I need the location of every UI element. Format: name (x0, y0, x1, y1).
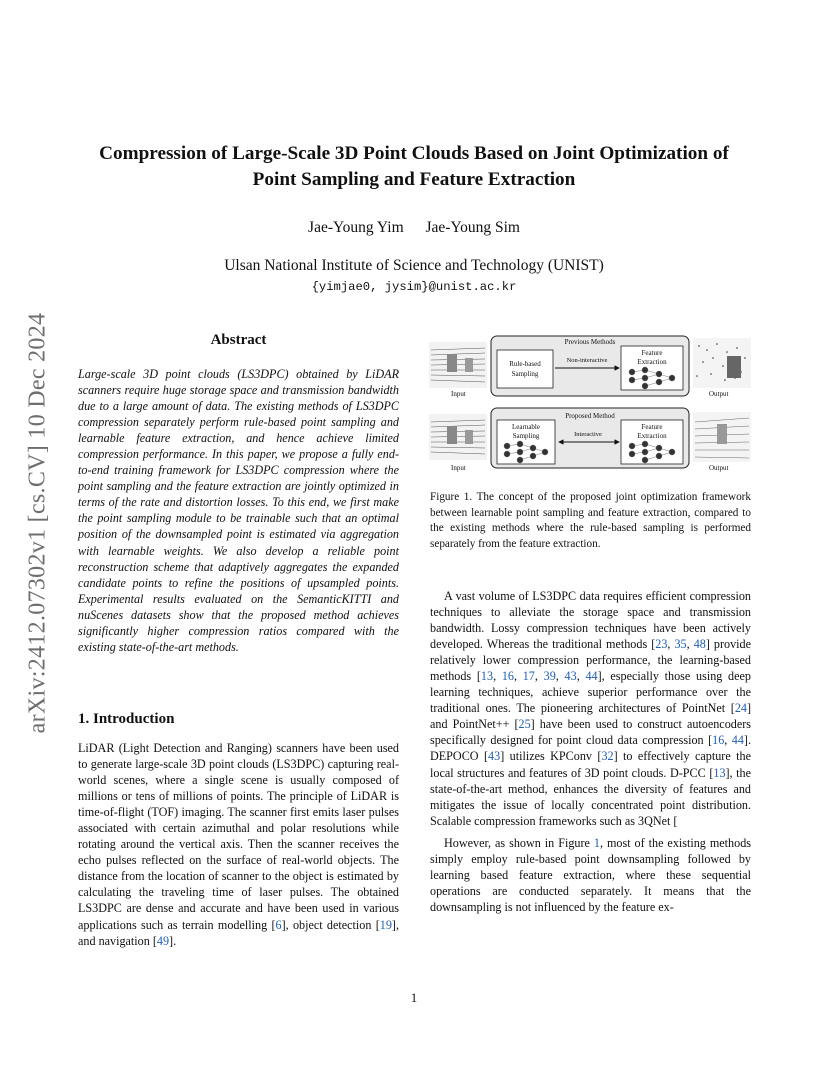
citation-link[interactable]: 19 (379, 917, 392, 932)
citation-link[interactable]: 43 (564, 669, 577, 684)
citation-link[interactable]: 32 (601, 749, 614, 764)
text-run: ], especially those using deep learning techniques, achieve superior performance over the traditional ones. The pioneering architectures of PointNet [ (430, 669, 751, 716)
output-point-cloud-top (693, 338, 751, 388)
text-run: ], and navigation [ (78, 917, 399, 948)
interactive-label: Interactive (574, 431, 602, 438)
arxiv-stamp (21, 285, 55, 760)
output-label-top: Output (709, 390, 729, 398)
input-label-top: Input (451, 390, 466, 398)
figure-1-caption: Figure 1. The concept of the proposed joint optimization framework between learnable point sampling and feature extraction, compared to the existing methods where the rule-based sampling is performed separately from the feature extraction. (430, 491, 751, 550)
citation-link[interactable]: 13 (713, 765, 726, 780)
figure-reference-link[interactable]: 1 (593, 835, 600, 850)
arxiv-stamp-text: arXiv:2412.07302v1 [cs.CV] 10 Dec 2024 (24, 312, 51, 733)
abstract-text: Large-scale 3D point clouds (LS3DPC) obtained by LiDAR scanners require huge storage space and transmission bandwidth due to a large amount of data. The existing methods of LS3DPC compression separately perform rule-based point sampling and learnable feature extraction, and hence achieve limited compression performance. In this paper, we propose a fully end-to-end training framework for LS3DPC compression where the point sampling and the feature extraction are jointly optimized in terms of the rate and distortion losses. To this end, we first make the point sampling module to be trainable such that an optimal position of the downsampled point is estimated via aggregation with learnable weights. We also develop a reliable point reconstruction scheme that adaptively aggregates the expanded candidate points to refine the positions of upsampled points. Experimental results evaluated on the SemanticKITTI and nuScenes datasets show that the proposed method achieves significantly higher compression ratios compared with the existing state-of-the-art methods. (78, 367, 399, 654)
citation-link[interactable]: 35 (674, 637, 687, 652)
paragraph-2 (430, 835, 751, 915)
text-run: , (493, 669, 502, 684)
rule-based-label-2: Sampling (511, 370, 539, 378)
page-number: 1 (410, 990, 418, 1005)
citation-link[interactable]: 39 (543, 669, 556, 684)
text-run: , (576, 669, 586, 684)
citation-link[interactable]: 24 (734, 701, 747, 716)
citation-link[interactable]: 49 (156, 933, 170, 948)
text-run: ], object detection [ (281, 917, 380, 932)
figure-1 (427, 332, 753, 478)
citation-link[interactable]: 25 (518, 717, 531, 732)
affiliation: Ulsan National Institute of Science and Technology (UNIST) (224, 257, 604, 274)
author-1: Jae-Young Yim (308, 219, 404, 236)
text-run: , (686, 637, 694, 652)
text-run: ], the state-of-the-art method, enhances the diversity of features and mitigates the issue of locally concentrated point distribution. Scalable compression frameworks such as 3QNet [ (430, 765, 752, 828)
feature-label-bottom-2: Extraction (637, 432, 667, 440)
citation-link[interactable]: 17 (522, 669, 535, 684)
text-run: ] to effectively capture the local structures and features of 3D point clouds. D-PCC [ (430, 749, 751, 780)
citation-link[interactable]: 16 (712, 733, 725, 748)
right-column-text (430, 588, 751, 915)
text-run: ] utilizes KPConv [ (500, 749, 602, 764)
section-heading-introduction: 1. Introduction (78, 711, 175, 727)
feature-label-top-1: Feature (641, 349, 663, 357)
citation-link[interactable]: 44 (585, 669, 598, 684)
text-run: , most of the existing methods simply employ rule-based point downsampling followed by learning based feature extraction, where these sequential operations are conducted separately. It means that the downsampling is not influenced by the feature ex- (430, 835, 751, 914)
figure-1-diagram (427, 332, 753, 478)
citation-link[interactable]: 13 (480, 669, 494, 684)
text-run: , (667, 637, 675, 652)
learnable-label-1: Learnable (512, 423, 540, 431)
text-run: LiDAR (Light Detection and Ranging) scanners have been used to generate large-scale 3D point clouds (LS3DPC) capturing real-world scenes, where a single scene is usually composed of millions or tens of millions of points. The principle of LiDAR is time-of-flight (TOF) imaging. The scanner first emits laser pulses associated with certain azimuthal and polar resolutions while rotating around the vertical axis. Then the scanner receives the echo pulses reflected on the surface of real-world objects. The distance from the location of scanner to the object is estimated by calculating the traveling time of laser pulses. The obtained LS3DPC are dense and accurate and have been used in various applications such as terrain modelling [ (78, 741, 399, 932)
text-run: ] and PointNet++ [ (430, 701, 751, 732)
text-run: However, as shown in Figure (444, 835, 594, 850)
author-list (80, 219, 748, 237)
text-run: A vast volume of LS3DPC data requires efficient compression techniques to alleviate the storage space and transmission bandwidth. Lossy compression techniques have been actively developed. Whereas the traditional methods [ (430, 589, 751, 652)
citation-link[interactable]: 6 (275, 917, 282, 932)
text-run: ] have been used to construct autoencoders specifically designed for point cloud data compression [ (430, 717, 751, 748)
citation-link[interactable]: 23 (655, 637, 668, 652)
rule-based-sampling-box (497, 350, 553, 388)
intro-paragraph (78, 740, 399, 949)
citation-link[interactable]: 48 (693, 637, 706, 652)
feature-label-top-2: Extraction (637, 358, 667, 366)
text-run: , (724, 733, 732, 748)
output-label-bottom: Output (709, 464, 729, 472)
citation-link[interactable]: 16 (501, 669, 514, 684)
text-run: , (555, 669, 565, 684)
abstract-heading: Abstract (210, 332, 267, 348)
learnable-label-2: Sampling (512, 432, 540, 440)
proposed-method-label: Proposed Method (565, 412, 615, 420)
citation-link[interactable]: 44 (731, 733, 744, 748)
text-run: ]. (169, 933, 177, 948)
text-run: ]. DEPOCO [ (430, 733, 751, 764)
author-2: Jae-Young Sim (425, 219, 520, 236)
text-run: , (534, 669, 544, 684)
citation-link[interactable]: 43 (488, 749, 501, 764)
previous-methods-label: Previous Methods (564, 338, 616, 346)
author-email: {yimjae0, jysim}@unist.ac.kr (311, 280, 517, 294)
paper-title: Compression of Large-Scale 3D Point Clouds Based on Joint Optimization of Point Sampling and Feature Extraction (99, 143, 729, 190)
rule-based-label-1: Rule-based (509, 360, 541, 368)
feature-label-bottom-1: Feature (641, 423, 663, 431)
text-run: ] provide relatively lower compression performance, the learning-based methods [ (430, 637, 751, 684)
paragraph-1 (430, 588, 751, 829)
non-interactive-label: Non-interactive (566, 357, 608, 364)
input-label-bottom: Input (451, 464, 466, 472)
input-point-cloud-bottom (429, 414, 487, 460)
output-point-cloud-bottom (693, 412, 751, 462)
input-point-cloud-top (429, 342, 487, 388)
text-run: , (513, 669, 523, 684)
